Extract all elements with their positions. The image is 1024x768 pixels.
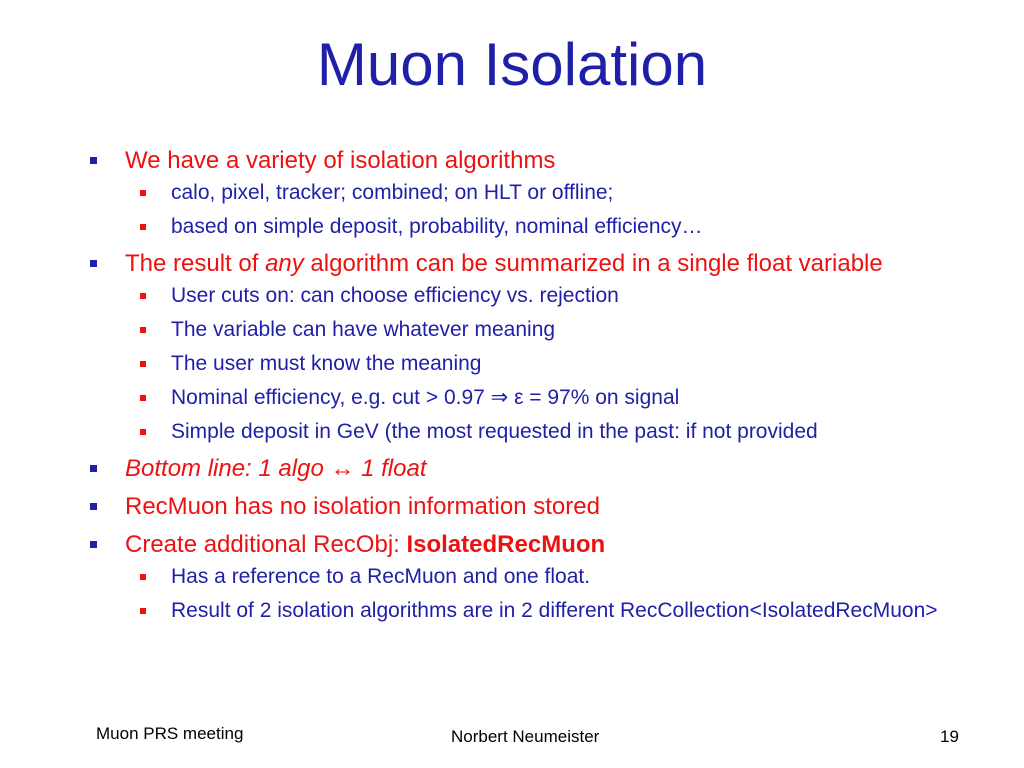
footer-meeting-name: Muon PRS meeting: [96, 724, 244, 743]
square-bullet-icon: [140, 361, 146, 367]
slide-title: Muon Isolation: [316, 31, 708, 98]
bullet-text-before: The result of: [125, 250, 266, 277]
sub-bullet-list: [125, 179, 988, 240]
square-bullet-icon: [140, 574, 146, 580]
sub-bullet-list: [125, 282, 988, 445]
bullet-emphasis: IsolatedRecMuon: [406, 531, 606, 558]
sub-bullet-item: [125, 563, 988, 590]
bullet-item: [88, 454, 988, 483]
sub-bullet-item: [125, 597, 988, 624]
bullet-text-before: Create additional RecObj:: [125, 531, 407, 558]
sub-bullet-text: User cuts on: can choose efficiency vs. rejection: [171, 284, 619, 307]
square-bullet-icon: [140, 429, 146, 435]
sub-bullet-item: [125, 418, 988, 445]
square-bullet-icon: [140, 608, 146, 614]
sub-bullet-item: [125, 179, 988, 206]
sub-bullet-item: [125, 282, 988, 309]
square-bullet-icon: [90, 465, 97, 472]
sub-bullet-text: The user must know the meaning: [171, 352, 482, 375]
bullet-item: [88, 530, 988, 624]
square-bullet-icon: [90, 541, 97, 548]
sub-bullet-text: Nominal efficiency, e.g. cut > 0.97 ⇒ ε = 97% on signal: [171, 386, 680, 409]
sub-bullet-text: Result of 2 isolation algorithms are in 2 different RecCollection<IsolatedRecMuon>: [171, 599, 938, 622]
bullet-list: [88, 146, 988, 633]
square-bullet-icon: [140, 293, 146, 299]
bullet-text-after: algorithm can be summarized in a single float variable: [303, 250, 883, 277]
square-bullet-icon: [90, 503, 97, 510]
sub-bullet-text: The variable can have whatever meaning: [171, 318, 556, 341]
sub-bullet-list: [125, 563, 988, 624]
footer-page-number: 19: [940, 727, 959, 746]
bullet-item: [88, 249, 988, 445]
sub-bullet-text: Has a reference to a RecMuon and one float.: [171, 565, 591, 588]
square-bullet-icon: [140, 395, 146, 401]
bullet-text: Bottom line: 1 algo ↔ 1 float: [125, 455, 427, 482]
bullet-text: We have a variety of isolation algorithms: [125, 147, 556, 174]
sub-bullet-item: [125, 316, 988, 343]
square-bullet-icon: [140, 224, 146, 230]
sub-bullet-text: Simple deposit in GeV (the most requested in the past: if not provided: [171, 420, 818, 443]
bullet-text: RecMuon has no isolation information stored: [125, 493, 600, 520]
bullet-emphasis: any: [265, 250, 304, 277]
square-bullet-icon: [140, 327, 146, 333]
bullet-item: [88, 492, 988, 521]
square-bullet-icon: [90, 157, 97, 164]
sub-bullet-item: [125, 213, 988, 240]
footer-author: Norbert Neumeister: [451, 727, 600, 746]
square-bullet-icon: [140, 190, 146, 196]
sub-bullet-text: based on simple deposit, probability, nominal efficiency…: [171, 215, 703, 238]
sub-bullet-item: [125, 384, 988, 411]
bullet-item: [88, 146, 988, 240]
square-bullet-icon: [90, 260, 97, 267]
sub-bullet-item: [125, 350, 988, 377]
sub-bullet-text: calo, pixel, tracker; combined; on HLT or offline;: [171, 181, 614, 204]
